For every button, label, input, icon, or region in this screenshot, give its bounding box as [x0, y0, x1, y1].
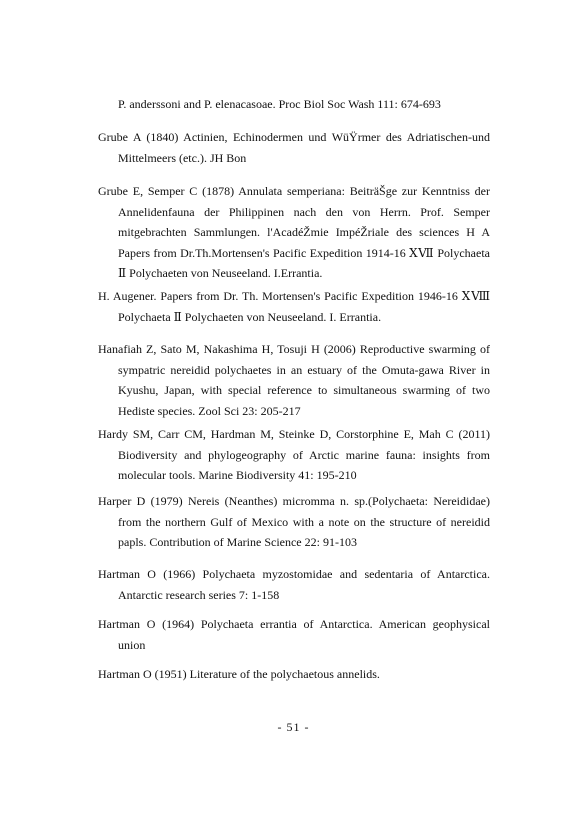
reference-hartman-1966: Hartman O (1966) Polychaeta myzostomidae and sedentaria of Antarctica. Antarctic research series 7: 1-158: [98, 567, 490, 602]
reference-continuation: P. anderssoni and P. elenacasoae. Proc Biol Soc Wash 111: 674-693: [118, 97, 441, 111]
reference-hartman-1951: Hartman O (1951) Literature of the polychaetous annelids.: [98, 667, 380, 681]
reference-hanafiah-2006: Hanafiah Z, Sato M, Nakashima H, Tosuji H (2006) Reproductive swarming of sympatric nereidid polychaetes in an estuary of the Omuta-gawa River in Kyushu, Japan, with special reference to simultaneous swarming of two Hediste species. Zool Sci 23: 205-217: [98, 342, 490, 418]
reference-grube-1840: Grube A (1840) Actinien, Echinodermen und WüŸrmer des Adriatischen-und Mittelmeers (etc.). JH Bon: [98, 130, 490, 165]
reference-hartman-1964: Hartman O (1964) Polychaeta errantia of Antarctica. American geophysical union: [98, 617, 490, 652]
reference-augener: H. Augener. Papers from Dr. Th. Mortensen's Pacific Expedition 1946-16 ⅩⅧ Polychaeta Ⅱ Polychaeten von Neuseeland. I. Errantia.: [98, 289, 490, 324]
page-number: - 51 -: [277, 720, 310, 734]
reference-grube-semper-1878: Grube E, Semper C (1878) Annulata semperiana: BeiträŠge zur Kenntniss der Annelidenfauna der Philippinen nach den von Herrn. Prof. Semper mitgebrachten Sammlungen. l'AcadéŽmie ImpéŽriale des sciences H A Papers from Dr.Th.Mortensen's Pacific Expedition 1914-16 ⅩⅦ Polychaeta Ⅱ Polychaeten von Neuseeland. I.Errantia.: [98, 184, 490, 280]
reference-hardy-2011: Hardy SM, Carr CM, Hardman M, Steinke D, Corstorphine E, Mah C (2011) Biodiversity and phylogeography of Arctic marine fauna: insights from molecular tools. Marine Biodiversity 41: 195-210: [98, 427, 490, 482]
reference-harper-1979: Harper D (1979) Nereis (Neanthes) micromma n. sp.(Polychaeta: Nereididae) from the northern Gulf of Mexico with a note on the structure of nereidid papls. Contribution of Marine Science 22: 91-103: [98, 494, 490, 549]
